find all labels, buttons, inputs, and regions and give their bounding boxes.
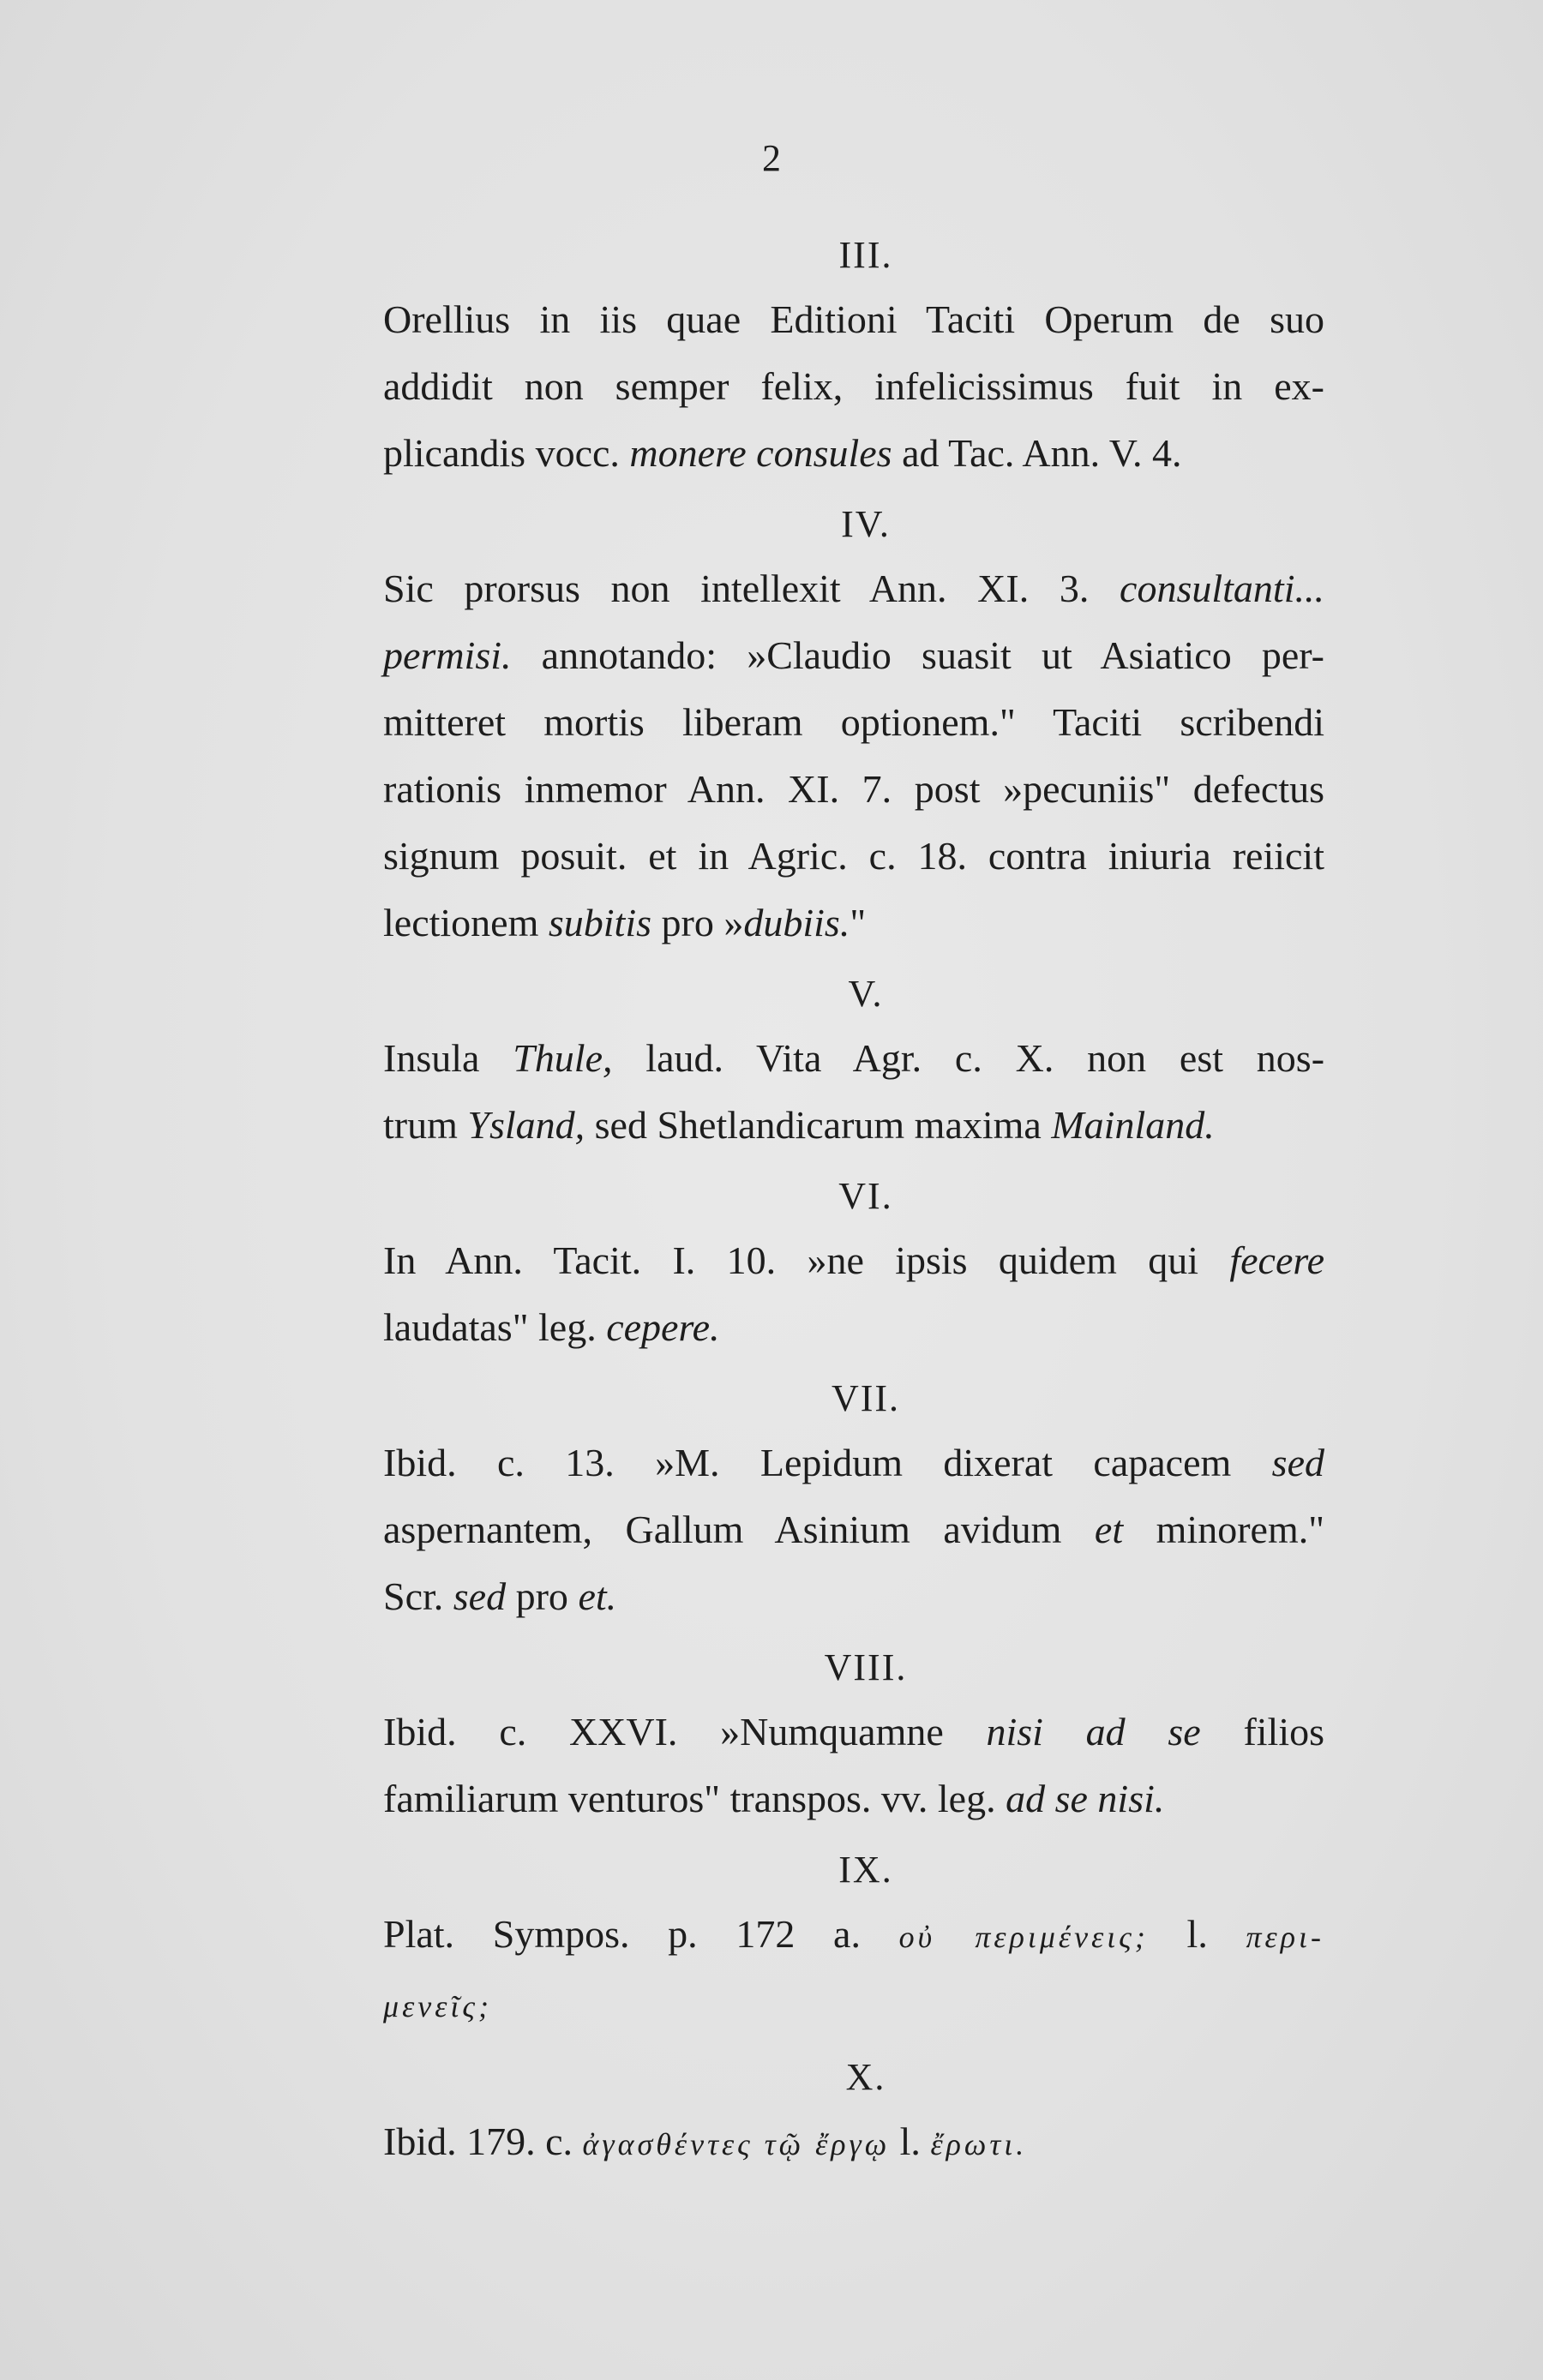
text-segment: minorem.": [1123, 1508, 1325, 1551]
text-line: [383, 1227, 1324, 1294]
text-segment: ad Tac. Ann. V. 4.: [892, 431, 1182, 475]
italic-text: subitis: [548, 901, 652, 944]
italic-text: ad se nisi.: [1006, 1777, 1165, 1820]
text-segment: mitteret mortis liberam optionem." Taciti scribendi: [383, 700, 1324, 744]
text-segment: aspernantem, Gallum Asinium avidum: [383, 1508, 1095, 1551]
section-heading: VII.: [831, 1377, 901, 1419]
section-paragraph: [383, 1025, 1324, 1159]
text-segment: addidit non semper felix, infelicissimus fuit in ex-: [383, 364, 1324, 408]
italic-text: sed: [453, 1574, 507, 1618]
text-segment: lectionem: [383, 901, 549, 944]
section-paragraph: [383, 286, 1324, 487]
text-segment: Ibid. 179. c.: [383, 2119, 583, 2163]
text-line: [383, 890, 1324, 956]
section-paragraph: [383, 1430, 1324, 1630]
text-segment: laudatas" leg.: [383, 1305, 607, 1349]
text-segment: filios: [1200, 1710, 1325, 1754]
text-segment: Insula: [383, 1036, 513, 1080]
greek-text: ἔρωτι.: [930, 2127, 1028, 2161]
italic-text: consultanti...: [1120, 567, 1324, 610]
italic-text: dubiis.: [743, 901, 850, 944]
text-segment: pro: [506, 1574, 579, 1618]
text-segment: rationis inmemor Ann. XI. 7. post »pecuniis" defectus: [383, 767, 1324, 811]
text-segment: Sic prorsus non intellexit Ann. XI. 3.: [383, 567, 1120, 610]
section-paragraph: [383, 1699, 1324, 1832]
text-line: [383, 1430, 1324, 1496]
section-paragraph: [383, 2108, 1324, 2178]
text-line: [383, 1563, 1324, 1630]
greek-text: οὐ περιμένεις;: [898, 1920, 1149, 1954]
italic-text: permisi.: [383, 633, 512, 677]
text-segment: annotando: »Claudio suasit ut Asiatico per-: [511, 633, 1324, 677]
text-segment: ": [850, 901, 867, 944]
text-line: [383, 1496, 1324, 1563]
text-segment: familiarum venturos" transpos. vv. leg.: [383, 1777, 1006, 1820]
text-segment: Scr.: [383, 1574, 453, 1618]
section-paragraph: [383, 1901, 1324, 2040]
text-segment: Ibid. c. XXVI. »Numquamne: [383, 1710, 987, 1754]
text-line: [383, 1766, 1324, 1832]
text-line: [383, 756, 1324, 823]
text-line: [383, 353, 1324, 420]
italic-text: nisi ad se: [986, 1710, 1201, 1754]
text-line: [383, 1901, 1324, 1970]
section-heading: V.: [848, 973, 884, 1015]
greek-text: περι-: [1246, 1920, 1325, 1954]
text-segment: In Ann. Tacit. I. 10. »ne ipsis quidem qui: [383, 1238, 1230, 1282]
section-heading: III.: [838, 234, 893, 276]
section-heading: X.: [845, 2056, 886, 2098]
section-heading: VI.: [838, 1175, 893, 1217]
text-segment: sed Shetlandicarum maxima: [585, 1103, 1052, 1147]
greek-text: μενεῖς;: [383, 1989, 493, 2023]
section-heading: IV.: [841, 503, 891, 545]
text-segment: pro »: [651, 901, 744, 944]
italic-text: Thule,: [513, 1036, 613, 1080]
text-line: [383, 1699, 1324, 1766]
text-line: [383, 1025, 1324, 1092]
section-heading: IX.: [838, 1849, 893, 1891]
text-line: [383, 1092, 1324, 1159]
greek-text: ἀγασθέντες τῷ ἔργῳ: [582, 2127, 891, 2161]
italic-text: Mainland.: [1051, 1103, 1215, 1147]
italic-text: Ysland,: [467, 1103, 585, 1147]
text-segment: Orellius in iis quae Editioni Taciti Operum de suo: [383, 297, 1324, 341]
text-line: [383, 823, 1324, 890]
text-segment: plicandis vocc.: [383, 431, 630, 475]
text-line: [383, 420, 1324, 487]
italic-text: sed: [1271, 1441, 1324, 1484]
text-segment: l.: [890, 2119, 931, 2163]
italic-text: et.: [578, 1574, 617, 1618]
italic-text: et: [1094, 1508, 1124, 1551]
text-segment: Plat. Sympos. p. 172 a.: [383, 1912, 899, 1956]
text-line: [383, 1294, 1324, 1361]
text-segment: Ibid. c. 13. »M. Lepidum dixerat capacem: [383, 1441, 1272, 1484]
italic-text: cepere.: [606, 1305, 720, 1349]
text-line: [383, 622, 1324, 689]
text-line: [383, 2108, 1324, 2178]
italic-text: fecere: [1229, 1238, 1324, 1282]
text-segment: signum posuit. et in Agric. c. 18. contra iniuria reiicit: [383, 834, 1324, 878]
text-segment: trum: [383, 1103, 468, 1147]
text-segment: l.: [1148, 1912, 1246, 1956]
italic-text: monere consules: [629, 431, 892, 475]
text-block: [383, 230, 1324, 2190]
page-number: 2: [762, 137, 781, 179]
text-line: [383, 286, 1324, 353]
section-paragraph: [383, 555, 1324, 956]
text-line: [383, 555, 1324, 622]
text-line: [383, 1970, 1324, 2040]
section-heading: VIII.: [824, 1646, 908, 1688]
text-segment: laud. Vita Agr. c. X. non est nos-: [612, 1036, 1325, 1080]
section-paragraph: [383, 1227, 1324, 1361]
text-line: [383, 689, 1324, 756]
